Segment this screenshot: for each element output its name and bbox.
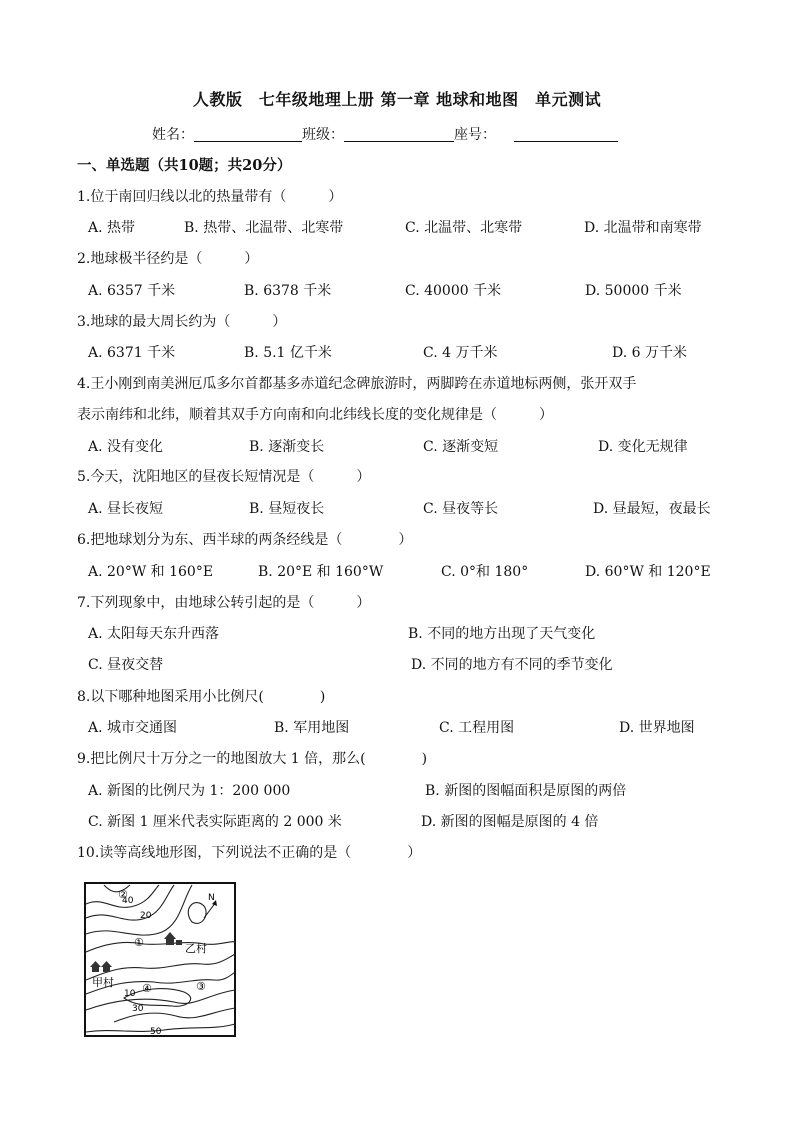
class-blank[interactable]	[344, 127, 454, 142]
q3-option-b[interactable]: B. 5.1 亿千米	[244, 345, 332, 361]
q7-option-a[interactable]: A. 太阳每天东升西落	[88, 626, 220, 642]
q2-option-c[interactable]: C. 40000 千米	[405, 283, 502, 299]
q2-option-b[interactable]: B. 6378 千米	[244, 283, 332, 299]
q8-option-c[interactable]: C. 工程用图	[439, 720, 515, 736]
q9-option-d[interactable]: D. 新图的图幅是原图的 4 倍	[421, 814, 599, 830]
q7-option-c[interactable]: C. 昼夜交替	[88, 657, 164, 673]
contour-label: 40	[122, 896, 134, 906]
marker-1: ①	[134, 936, 144, 949]
q7-option-b[interactable]: B. 不同的地方出现了天气变化	[408, 626, 596, 642]
q5-option-d[interactable]: D. 昼最短，夜最长	[593, 501, 711, 517]
seat-blank[interactable]	[514, 127, 618, 142]
q3-option-c[interactable]: C. 4 万千米	[423, 345, 498, 361]
q1-option-d[interactable]: D. 北温带和南寒带	[584, 220, 702, 236]
contour-map	[84, 882, 240, 1040]
question-4-stem-line-2: 表示南纬和北纬，顺着其双手方向南和向北纬线长度的变化规律是（ ）	[77, 407, 553, 423]
question-5-stem: 5.今天，沈阳地区的昼夜长短情况是（ ）	[77, 469, 371, 485]
q2-option-d[interactable]: D. 50000 千米	[585, 283, 682, 299]
contour-label: 20	[140, 911, 152, 921]
q6-option-a[interactable]: A. 20°W 和 160°E	[88, 564, 214, 580]
q9-option-a[interactable]: A. 新图的比例尺为 1：200 000	[88, 783, 291, 799]
q4-option-b[interactable]: B. 逐渐变长	[249, 439, 325, 455]
question-10-stem: 10.读等高线地形图，下列说法不正确的是（ ）	[77, 845, 422, 861]
contour-label: 10	[124, 989, 136, 999]
question-8-stem: 8.以下哪种地图采用小比例尺( )	[77, 689, 326, 705]
q3-option-d[interactable]: D. 6 万千米	[612, 345, 687, 361]
q6-option-b[interactable]: B. 20°E 和 160°W	[258, 564, 384, 580]
question-4-stem-line-1: 4.王小刚到南美洲厄瓜多尔首都基多赤道纪念碑旅游时，两脚跨在赤道地标两侧，张开双手	[77, 376, 637, 392]
q5-option-b[interactable]: B. 昼短夜长	[249, 501, 325, 517]
village-b-label: 乙村	[185, 942, 207, 955]
question-1-stem: 1.位于南回归线以北的热量带有（ ）	[77, 189, 343, 205]
question-7-stem: 7.下列现象中，由地球公转引起的是（ ）	[77, 595, 371, 611]
q8-option-b[interactable]: B. 军用地图	[274, 720, 350, 736]
class-label: 班级：	[302, 127, 344, 143]
village-a-label: 甲村	[92, 976, 114, 989]
question-2-stem: 2.地球极半径约是（ ）	[77, 251, 259, 267]
marker-3: ③	[196, 980, 206, 993]
q9-option-b[interactable]: B. 新图的图幅面积是原图的两倍	[425, 783, 627, 799]
question-3-stem: 3.地球的最大周长约为（ ）	[77, 314, 287, 330]
q2-option-a[interactable]: A. 6357 千米	[88, 283, 176, 299]
seat-label: 座号：	[454, 127, 496, 143]
q1-option-a[interactable]: A. 热带	[88, 220, 136, 236]
name-blank[interactable]	[194, 127, 302, 142]
name-label: 姓名：	[152, 127, 194, 143]
question-6-stem: 6.把地球划分为东、西半球的两条经线是（ ）	[77, 532, 413, 548]
q5-option-a[interactable]: A. 昼长夜短	[88, 501, 164, 517]
q4-option-c[interactable]: C. 逐渐变短	[423, 439, 499, 455]
q4-option-a[interactable]: A. 没有变化	[88, 439, 164, 455]
question-9-stem: 9.把比例尺十万分之一的地图放大 1 倍，那么( )	[77, 751, 428, 767]
q4-option-d[interactable]: D. 变化无规律	[598, 439, 688, 455]
q1-option-b[interactable]: B. 热带、北温带、北寒带	[184, 220, 344, 236]
contour-label: 50	[150, 1027, 162, 1037]
marker-4: ④	[142, 982, 152, 995]
q6-option-c[interactable]: C. 0°和 180°	[441, 564, 529, 580]
marker-2: ②	[118, 888, 128, 901]
contour-label: 30	[132, 1004, 144, 1014]
q3-option-a[interactable]: A. 6371 千米	[88, 345, 176, 361]
q5-option-c[interactable]: C. 昼夜等长	[423, 501, 499, 517]
q1-option-c[interactable]: C. 北温带、北寒带	[405, 220, 523, 236]
q8-option-d[interactable]: D. 世界地图	[619, 720, 695, 736]
q8-option-a[interactable]: A. 城市交通图	[88, 720, 178, 736]
q6-option-d[interactable]: D. 60°W 和 120°E	[585, 564, 711, 580]
north-label: N	[208, 893, 215, 903]
section-heading: 一、单选题（共10题；共20分）	[77, 157, 292, 174]
student-info-row	[152, 124, 618, 144]
page-title: 人教版 七年级地理上册 第一章 地球和地图 单元测试	[192, 90, 602, 109]
q9-option-c[interactable]: C. 新图 1 厘米代表实际距离的 2 000 米	[88, 814, 342, 830]
q7-option-d[interactable]: D. 不同的地方有不同的季节变化	[411, 657, 613, 673]
